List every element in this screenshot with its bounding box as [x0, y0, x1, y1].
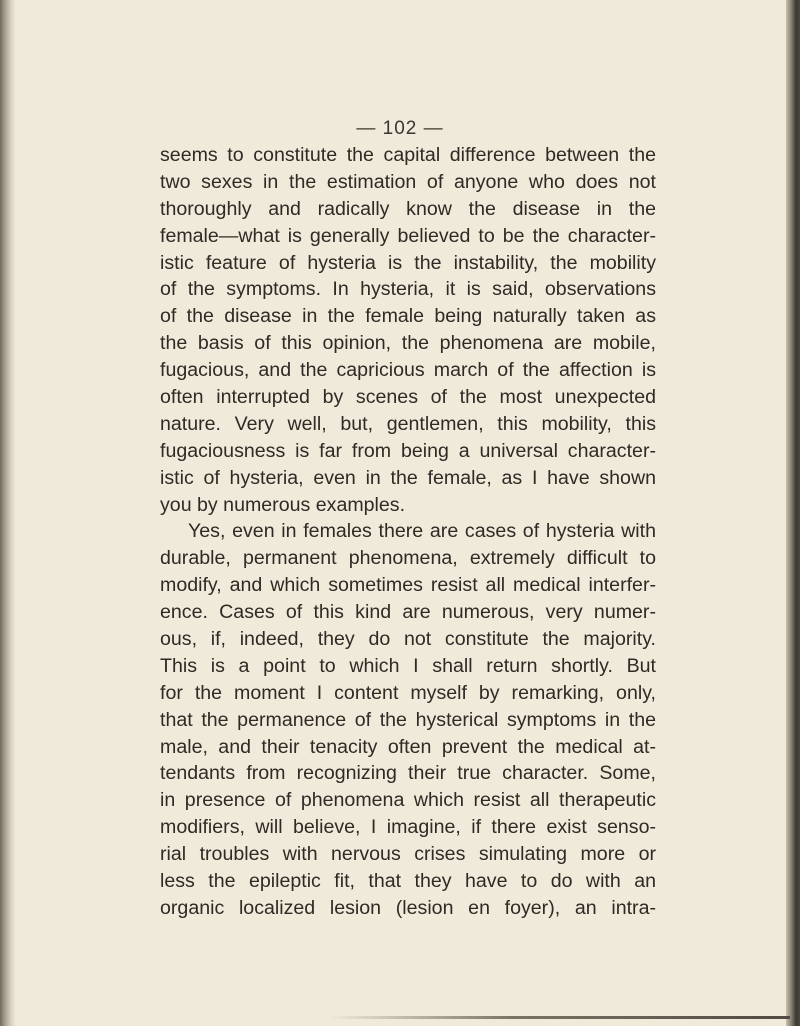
text-line: modifiers, will believe, I imagine, if there exist senso- — [160, 816, 656, 839]
text-line: ous, if, indeed, they do not constitute the majority. — [160, 628, 656, 651]
text-line: Yes, even in females there are cases of hysteria with — [188, 520, 656, 543]
text-line: that the permanence of the hysterical symptoms in the — [160, 708, 656, 731]
text-line: organic localized lesion (lesion en foyer), an intra- — [160, 896, 656, 919]
text-line: thoroughly and radically know the disease in the — [160, 197, 656, 220]
page-number: — 102 — — [356, 118, 444, 139]
text-line: of the disease in the female being naturally taken as — [160, 305, 656, 328]
text-line: often interrupted by scenes of the most unexpected — [160, 386, 656, 409]
text-line: the basis of this opinion, the phenomena are mobile, — [160, 332, 656, 355]
text-line: nature. Very well, but, gentlemen, this mobility, this — [160, 412, 656, 435]
text-line: of the symptoms. In hysteria, it is said, observations — [160, 278, 656, 301]
text-line: fugaciousness is far from being a universal character- — [160, 439, 656, 462]
text-line: istic of hysteria, even in the female, as I have shown — [160, 466, 656, 489]
binding-shadow — [0, 0, 16, 1026]
body-text — [160, 142, 656, 922]
text-line: two sexes in the estimation of anyone who does not — [160, 170, 656, 193]
text-line: male, and their tenacity often prevent the medical at- — [160, 735, 656, 758]
text-line: modify, and which sometimes resist all medical interfer- — [160, 574, 656, 597]
page-bottom-edge — [330, 1016, 790, 1019]
text-line: fugacious, and the capricious march of the affection is — [160, 359, 656, 382]
text-line: in presence of phenomena which resist all therapeutic — [160, 789, 656, 812]
text-line: This is a point to which I shall return shortly. But — [160, 654, 656, 677]
text-line: durable, permanent phenomena, extremely difficult to — [160, 547, 656, 570]
text-line: less the epileptic fit, that they have to do with an — [160, 870, 656, 893]
text-line: ence. Cases of this kind are numerous, very numer- — [160, 601, 656, 624]
page-edge — [786, 0, 800, 1026]
text-line: istic feature of hysteria is the instability, the mobility — [160, 251, 656, 274]
text-line: for the moment I content myself by remarking, only, — [160, 681, 656, 704]
text-line: female—what is generally believed to be the character- — [160, 224, 656, 247]
text-line: you by numerous examples. — [160, 493, 406, 516]
text-line: rial troubles with nervous crises simulating more or — [160, 843, 656, 866]
text-line: tendants from recognizing their true character. Some, — [160, 762, 656, 785]
text-line: seems to constitute the capital difference between the — [160, 144, 656, 166]
